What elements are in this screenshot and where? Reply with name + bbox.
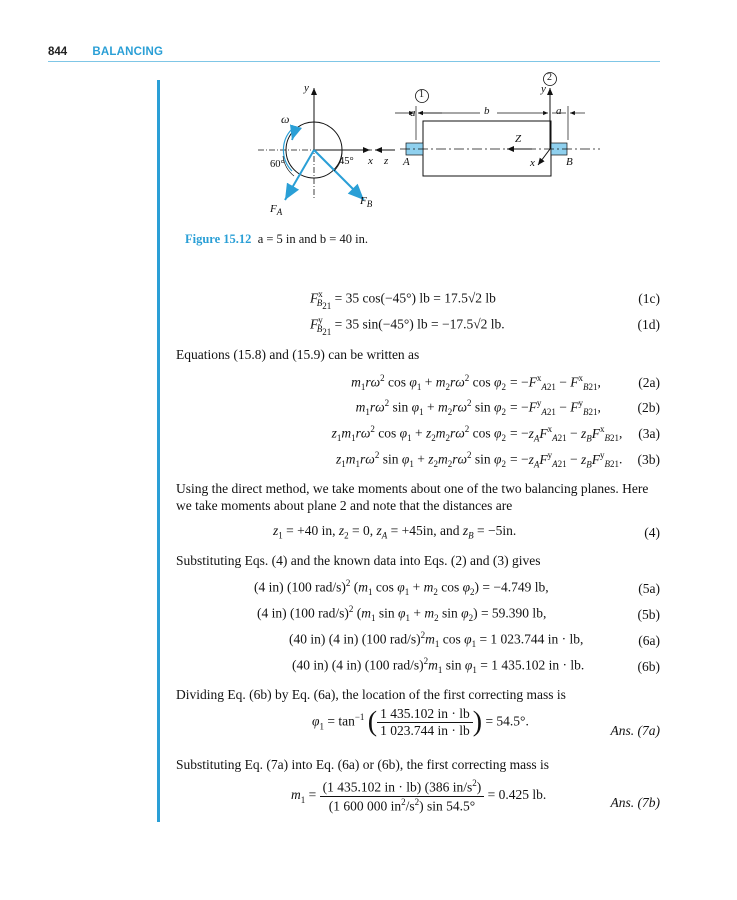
equation-3a-rhs: = $-z_AF^x_{A21} - z_BF^x_{B21}$,: [510, 424, 623, 444]
paragraph-2: Using the direct method, we take moments about one of the two balancing planes. Here we take moments about plane 2 and note that the distances are: [176, 481, 649, 513]
equation-6b: (40 in) (4 in) (100 rad/$s)^2m_1$ $\sin \varphi_1 = 1$ 435.102 in · lb.: [292, 656, 585, 676]
x-axis-right: [538, 149, 550, 165]
equation-number-3a: (3a): [638, 426, 660, 441]
equation-2a-rhs: = $-F^x_{A21} - F^x_{B21}$,: [510, 373, 601, 393]
paragraph-4: Dividing Eq. (6b) by Eq. (6a), the location of the first correcting mass is: [176, 687, 566, 702]
page-number: 844: [48, 46, 68, 58]
label-FB: $F_B$: [360, 195, 373, 210]
label-x-right: x: [530, 157, 535, 169]
paragraph-3: Substituting Eqs. (4) and the known data into Eqs. (2) and (3) gives: [176, 553, 541, 568]
equation-4: $z_1 = +40$ in, $z_2 = 0$, $z_A = +45in$, and $z_B = -5in$.: [273, 523, 517, 541]
equation-number-6a: (6a): [638, 633, 660, 648]
equation-number-5a: (5a): [638, 581, 660, 596]
equation-5a: (4 in) (100 rad/s)$^2$ ($m_1$ $\cos \varphi_1 + m_2$ $\cos \varphi_2) = -4.749$ lb,: [254, 578, 549, 598]
paragraph-5: Substituting Eq. (7a) into Eq. (6a) or (6b), the first correcting mass is: [176, 757, 550, 772]
label-A: A: [403, 156, 410, 168]
label-a-left: a: [410, 107, 416, 119]
label-x-left: x: [368, 155, 373, 167]
label-b: b: [484, 105, 490, 117]
equation-7a: $\varphi_1 = \tan^{-1}$ ( $\frac{1 435.102 in \cdot lb}{1 023.744 in \cdot lb}$ ) = 54.5°.: [312, 706, 529, 738]
label-FA: $F_A$: [270, 203, 283, 218]
equation-number-3b: (3b): [637, 452, 660, 467]
equation-number-1c: (1c): [638, 291, 660, 306]
equation-6a: (40 in) (4 in) (100 rad/$s)^2m_1$ $\cos \varphi_1 = 1$ 023.744 in · lb,: [289, 630, 584, 650]
label-B: B: [566, 156, 573, 168]
equation-1c: $F^x_{B_{21}} = 35$ cos(−45°) lb = 17.5√2 lb: [310, 289, 496, 311]
equation-number-5b: (5b): [637, 607, 660, 622]
figure-diagram: [0, 0, 737, 260]
equation-2b: $m_1r\omega^2$ $\sin \varphi_1 + m_2r\omega^2$ $\sin \varphi_2$: [355, 398, 506, 418]
label-angle-60: 60°: [270, 159, 285, 170]
equation-5b: (4 in) (100 rad/s)$^2$ ($m_1$ $\sin \varphi_1 + m_2$ $\sin \varphi_2) = 59.390$ lb,: [257, 604, 547, 624]
equation-number-2b: (2b): [637, 400, 660, 415]
label-angle-45: 45°: [339, 156, 354, 167]
equation-number-1d: (1d): [637, 317, 660, 332]
equation-number-6b: (6b): [637, 659, 660, 674]
equation-number-7a: Ans. (7a): [610, 723, 660, 738]
equation-2b-rhs: = $-F^y_{A21} - F^y_{B21}$,: [510, 398, 601, 418]
force-FA-arrow: [285, 150, 314, 200]
label-y-right: y: [541, 83, 546, 95]
equation-1d: $F^y_{B_{21}} = 35$ sin(−45°) lb = −17.5√2 lb.: [310, 315, 505, 337]
equation-3a: $z_1m_1r\omega^2$ $\cos \varphi_1 + z_2m_2r\omega^2$ $\cos \varphi_2$: [331, 424, 506, 444]
figure-caption: Figure 15.12 a = 5 in and b = 40 in.: [185, 232, 368, 246]
label-z-left: z: [384, 155, 389, 167]
equation-3b-rhs: = $-z_AF^y_{A21} - z_BF^y_{B21}$.: [510, 450, 623, 470]
label-y-left: y: [304, 82, 309, 94]
label-plane-1: 1: [419, 89, 424, 100]
label-Z: Z: [515, 133, 522, 145]
label-omega: ω: [281, 112, 290, 126]
equation-number-2a: (2a): [638, 375, 660, 390]
equation-number-4: (4): [644, 525, 660, 540]
equation-7b: $m_1$ = $\frac{(1 435.102 in \cdot lb) (386 in/s^2)}{(1 600 000 in^2/s^2) \sin 54.5^\circ}$ = 0.425 lb.: [291, 778, 547, 813]
equation-number-7b: Ans. (7b): [610, 795, 660, 810]
section-title: BALANCING: [92, 46, 164, 58]
paragraph-1: Equations (15.8) and (15.9) can be written as: [176, 347, 420, 362]
equation-2a: $m_1r\omega^2$ $\cos \varphi_1 + m_2r\omega^2$ $\cos \varphi_2$: [351, 373, 506, 393]
equation-3b: $z_1m_1r\omega^2$ $\sin \varphi_1 + z_2m_2r\omega^2$ $\sin \varphi_2$: [336, 450, 506, 470]
omega-arrow: [292, 128, 300, 140]
label-plane-2: 2: [547, 72, 552, 83]
label-a-right: a: [556, 105, 562, 117]
